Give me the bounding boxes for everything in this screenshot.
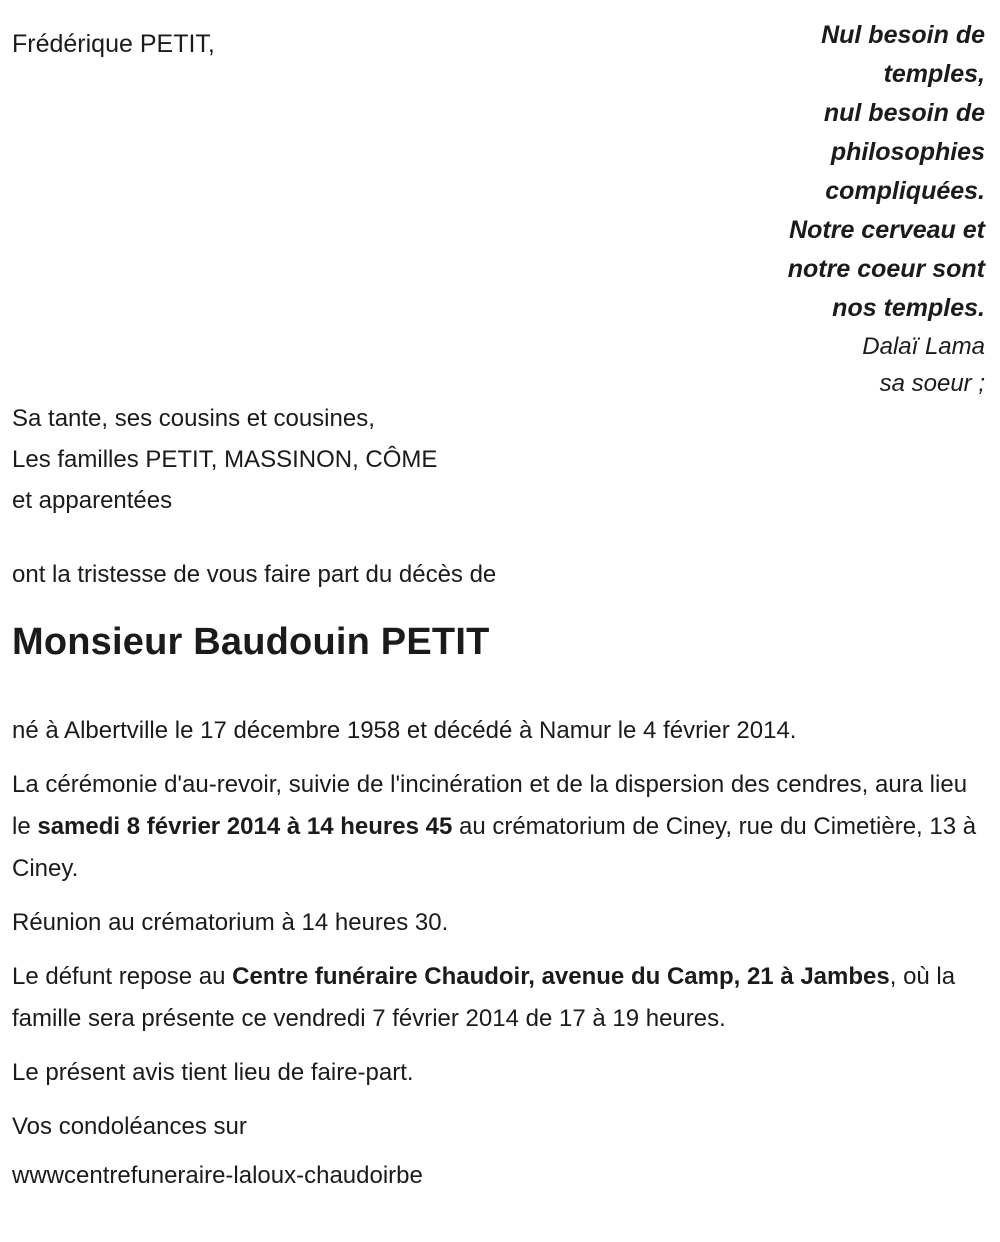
sender-name: Frédérique PETIT, (12, 30, 215, 58)
meeting-paragraph: Réunion au crématorium à 14 heures 30. (12, 909, 449, 936)
family-line: Sa tante, ses cousins et cousines, (12, 405, 375, 432)
ceremony-paragraph (12, 764, 985, 890)
birth-death-paragraph: né à Albertville le 17 décembre 1958 et décédé à Namur le 4 février 2014. (12, 717, 797, 744)
notice-paragraph: Le présent avis tient lieu de faire-part. (12, 1059, 414, 1086)
quote-dedication: sa soeur ; (879, 370, 985, 397)
quote-block (788, 16, 985, 402)
repose-text: , où la famille sera présente ce vendredi 7 février 2014 de 17 à 19 heures. (12, 963, 956, 1032)
family-line: Les familles PETIT, MASSINON, CÔME (12, 446, 438, 473)
quote-line: notre coeur sont (787, 255, 985, 283)
website-text: wwwcentrefuneraire-laloux-chaudoirbe (12, 1162, 423, 1189)
ceremony-date-bold: samedi 8 février 2014 à 14 heures 45 (37, 813, 453, 840)
family-block (12, 398, 985, 521)
quote-line: philosophies (830, 138, 985, 166)
quote-line: nos temples. (832, 294, 985, 322)
header-section (12, 0, 985, 397)
announcement-intro: ont la tristesse de vous faire part du décès de (12, 561, 497, 588)
quote-line: temples, (883, 60, 985, 88)
announcement-body (12, 398, 985, 1190)
deceased-name-heading: Monsieur Baudouin PETIT (12, 621, 490, 663)
quote-attribution: Dalaï Lama (862, 333, 985, 360)
repose-address-bold: Centre funéraire Chaudoir, avenue du Camp, 21 à Jambes (232, 963, 890, 990)
quote-line: compliquées. (825, 177, 985, 205)
ceremony-text: au crématorium de Ciney, rue du Cimetière, 13 à Ciney. (12, 813, 977, 882)
quote-line: Notre cerveau et (789, 216, 985, 244)
repose-text: Le défunt repose au (12, 963, 233, 990)
condolences-paragraph: Vos condoléances sur (12, 1113, 247, 1140)
quote-line: Nul besoin de (821, 21, 985, 49)
ceremony-text: La cérémonie d'au-revoir, suivie de l'incinération et de la dispersion des cendres, aura lieu le (12, 771, 968, 840)
family-line: et apparentées (12, 487, 173, 514)
quote-line: nul besoin de (823, 99, 985, 127)
repose-paragraph (12, 956, 985, 1040)
